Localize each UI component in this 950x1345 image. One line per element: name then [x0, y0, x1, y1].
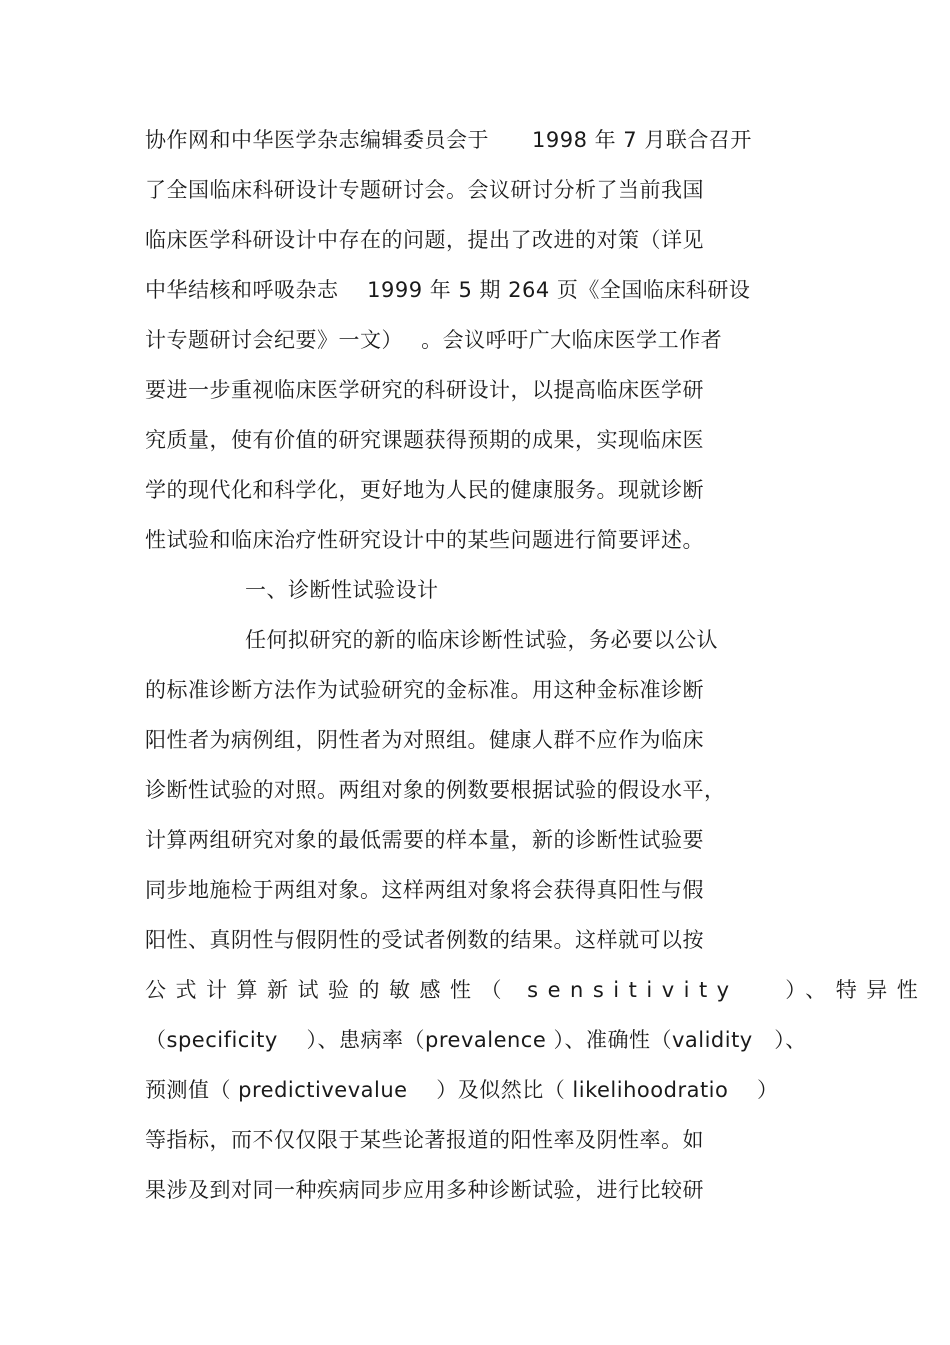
text-line: 学的现代化和科学化，更好地为人民的健康服务。现就诊断	[145, 478, 704, 502]
text-line: 中华结核和呼吸杂志 1999 年 5 期 264 页《全国临床科研设	[145, 278, 751, 302]
text-line: 预测值（ predictivevalue ）及似然比（ likelihoodratio ）	[145, 1078, 779, 1102]
text-line: 果涉及到对同一种疾病同步应用多种诊断试验，进行比较研	[145, 1178, 704, 1202]
text-line: 临床医学科研设计中存在的问题，提出了改进的对策（详见	[145, 228, 704, 252]
text-line: 计专题研讨会纪要》一文） 。会议呼吁广大临床医学工作者	[145, 328, 723, 352]
text-line: 协作网和中华医学杂志编辑委员会于 1998 年 7 月联合召开	[145, 128, 752, 152]
text-line: 公式计算新试验的敏感性（ sensitivity ）、特异性	[145, 978, 928, 1002]
text-line: 计算两组研究对象的最低需要的样本量，新的诊断性试验要	[145, 828, 704, 852]
text-line: 性试验和临床治疗性研究设计中的某些问题进行简要评述。	[145, 528, 704, 552]
text-line: （specificity ）、患病率（prevalence ）、准确性（validity ）、	[145, 1028, 807, 1052]
text-line: 同步地施检于两组对象。这样两组对象将会获得真阳性与假	[145, 878, 704, 902]
section-heading: 一、诊断性试验设计	[245, 578, 439, 602]
text-line: 等指标，而不仅仅限于某些论著报道的阳性率及阴性率。如	[145, 1128, 704, 1152]
text-line: 诊断性试验的对照。两组对象的例数要根据试验的假设水平，	[145, 778, 726, 802]
text-line: 阳性、真阴性与假阴性的受试者例数的结果。这样就可以按	[145, 928, 704, 952]
text-line: 了全国临床科研设计专题研讨会。会议研讨分析了当前我国	[145, 178, 704, 202]
text-line: 究质量，使有价值的研究课题获得预期的成果，实现临床医	[145, 428, 704, 452]
text-line: 阳性者为病例组，阴性者为对照组。健康人群不应作为临床	[145, 728, 704, 752]
paragraph-first-line: 任何拟研究的新的临床诊断性试验，务必要以公认	[245, 628, 718, 652]
text-line: 要进一步重视临床医学研究的科研设计，以提高临床医学研	[145, 378, 704, 402]
text-line: 的标准诊断方法作为试验研究的金标准。用这种金标准诊断	[145, 678, 704, 702]
